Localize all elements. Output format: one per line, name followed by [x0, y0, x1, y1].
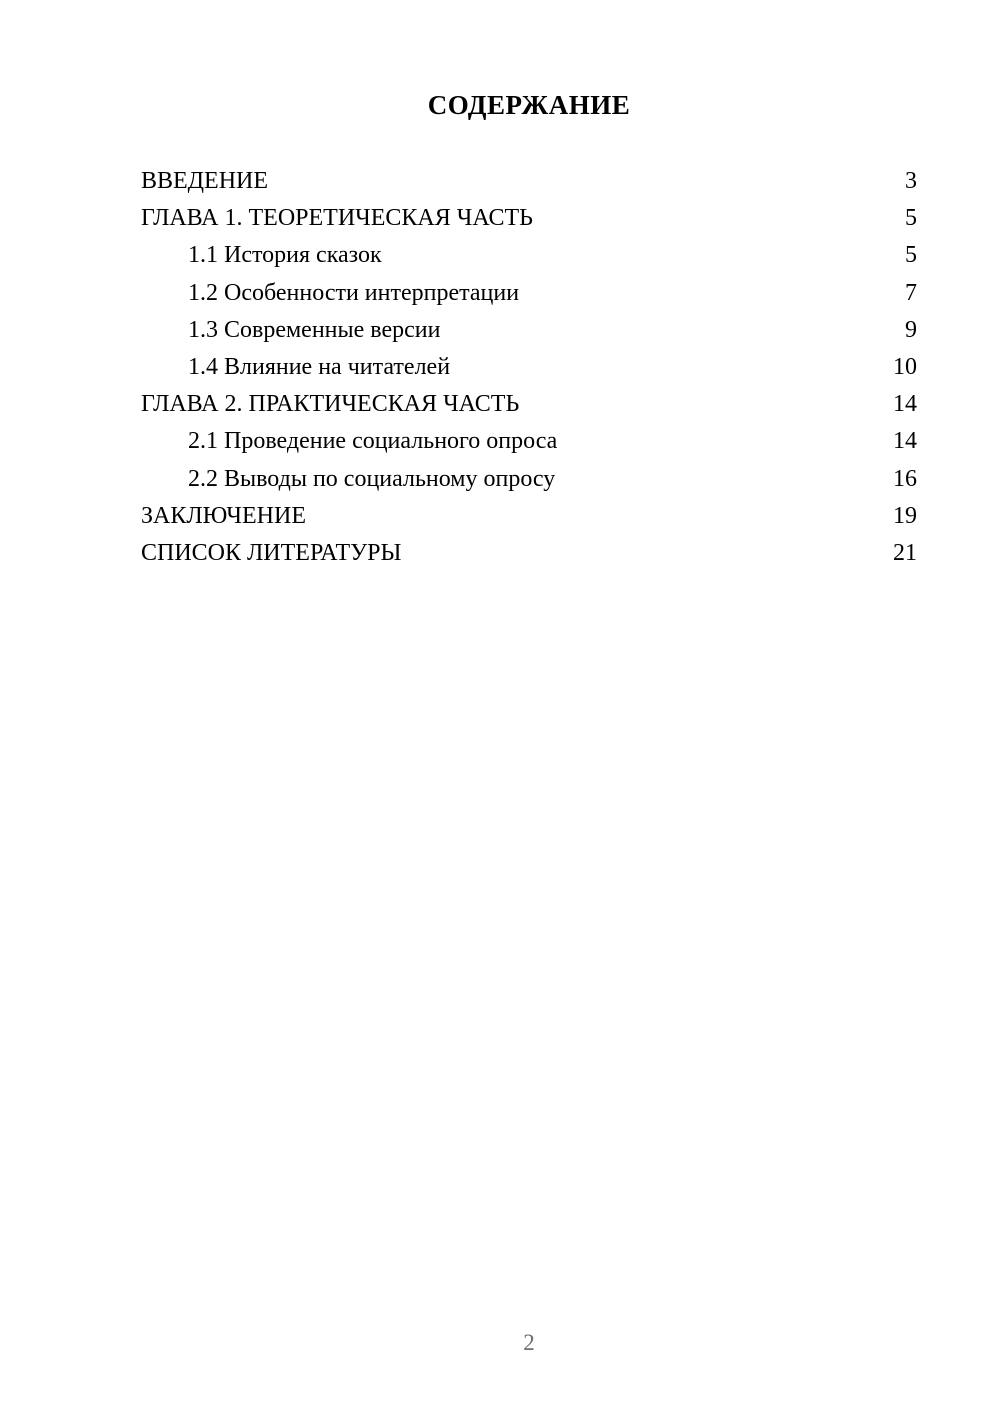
toc-entry-page: 16	[893, 465, 917, 492]
toc-entry-label: 2.1 Проведение социального опроса	[188, 428, 558, 455]
toc-entry-label: 1.4 Влияние на читателей	[188, 354, 451, 381]
toc-entry-page: 5	[905, 205, 917, 232]
toc-entry-page: 9	[905, 316, 917, 343]
toc-entry-label: 1.2 Особенности интерпретации	[188, 279, 520, 306]
toc-row	[141, 275, 917, 312]
toc-row	[141, 535, 917, 572]
toc-entry-label: СПИСОК ЛИТЕРАТУРЫ	[141, 540, 402, 567]
page-title: СОДЕРЖАНИЕ	[427, 90, 631, 120]
toc-entry-label: ЗАКЛЮЧЕНИЕ	[141, 502, 306, 529]
toc-entry-label: ГЛАВА 2. ПРАКТИЧЕСКАЯ ЧАСТЬ	[141, 391, 520, 418]
toc-entry-page: 7	[905, 279, 917, 306]
toc-entry-page: 14	[893, 391, 917, 418]
toc-row	[141, 200, 917, 237]
toc-row	[141, 386, 917, 423]
toc-entry-label: 1.1 История сказок	[188, 242, 382, 269]
toc-entry-label: 2.2 Выводы по социальному опросу	[188, 465, 556, 492]
toc-entry-page: 19	[893, 502, 917, 529]
toc-entry-label: ГЛАВА 1. ТЕОРЕТИЧЕСКАЯ ЧАСТЬ	[141, 205, 533, 232]
toc-entry-page: 14	[893, 428, 917, 455]
toc-row	[141, 312, 917, 349]
toc-entry-page: 10	[893, 354, 917, 381]
toc-entry-label: 1.3 Современные версии	[188, 316, 441, 343]
toc-entry-page: 5	[905, 242, 917, 269]
toc-entry-label: ВВЕДЕНИЕ	[141, 168, 269, 194]
toc-row	[141, 498, 917, 535]
toc-row	[141, 163, 917, 200]
toc-row	[141, 423, 917, 460]
toc-row	[141, 349, 917, 386]
toc-row	[141, 237, 917, 274]
toc-entry-page: 21	[893, 540, 917, 567]
toc-entry-page: 3	[905, 168, 917, 194]
page-number: 2	[523, 1330, 535, 1355]
table-of-contents	[141, 163, 917, 572]
toc-row	[141, 461, 917, 498]
